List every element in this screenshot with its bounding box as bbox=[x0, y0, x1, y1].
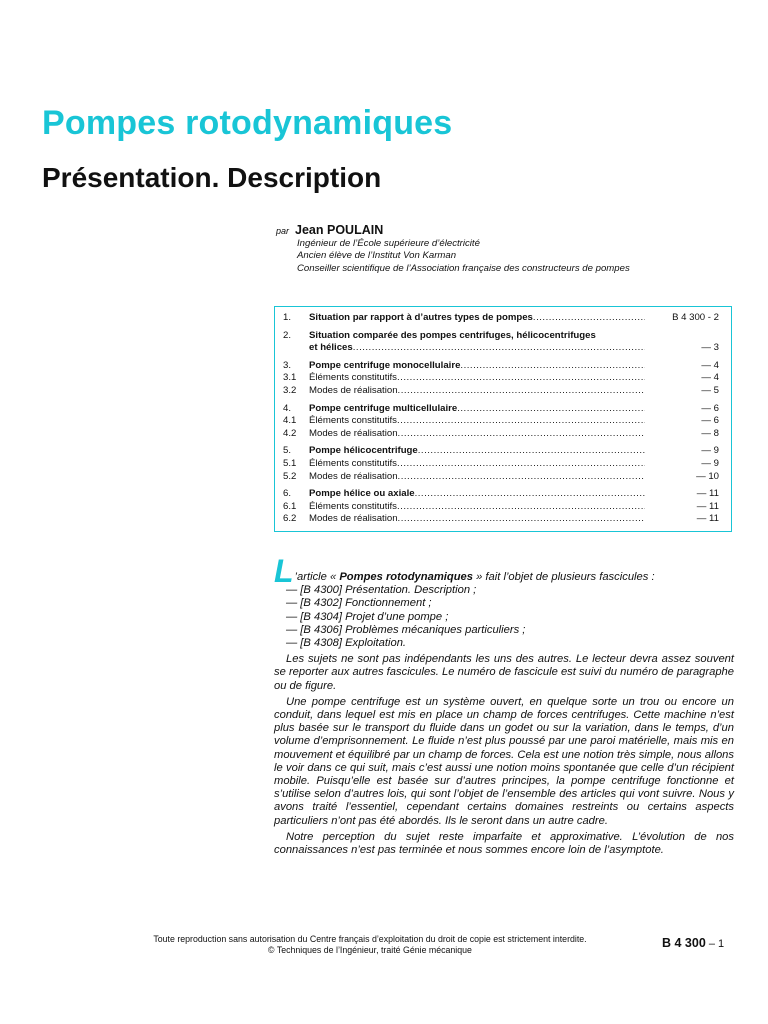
intro-lead bbox=[274, 553, 734, 589]
toc-number: 5. bbox=[283, 445, 292, 457]
toc-label: Modes de réalisation ..... bbox=[309, 471, 645, 484]
fascicule-item: — [B 4300] Présentation. Description ; bbox=[286, 584, 477, 597]
author-block bbox=[276, 223, 736, 275]
toc-page-ref: — 4 bbox=[701, 372, 719, 384]
toc-group bbox=[283, 360, 719, 398]
toc-entry[interactable] bbox=[283, 471, 719, 484]
toc-number: 6. bbox=[283, 488, 292, 500]
intro-lead-text: ’article « bbox=[294, 571, 340, 583]
toc-entry[interactable] bbox=[283, 488, 719, 501]
body-paragraph: Notre perception du sujet reste imparfaite et approximative. L’évolution de nos connaissances n’est pas terminée et nous sommes encore loin de l’asymptote. bbox=[274, 830, 734, 857]
toc-number: 3.2 bbox=[283, 384, 297, 396]
toc-label: Pompe hélice ou axiale ..... bbox=[309, 488, 645, 501]
toc-entry[interactable] bbox=[283, 458, 719, 471]
toc-group bbox=[283, 445, 719, 483]
fascicule-list bbox=[274, 584, 734, 650]
body-paragraph: Une pompe centrifuge est un système ouvert, en quelque sorte un trou ou encore un conduit, dans lequel est mis en place un champ de forces centrifuges. Cette machine n’est plus basée sur le transport du fluide dans un godet ou sur la variation, dans le temps, d’un volume d’emprisonnement. Le fluide n’est plus poussé par une paroi matérielle, mais mis en mouvement et équilibré par un champ de forces. Cela est une notion très simple, nous allons le voir dans ce qui suit, mais c’est aussi une notion moins spontanée que celle d’un récipient mobile. Puisqu’elle est basée sur d’autres principes, la pompe centrifuge fonctionne et s’utilise selon d’autres lois, qui sont l’objet de l’ensemble des articles qui vont suivre. Nous y avons traité l’essentiel, cependant certains domaines restreints ou certains aspects particuliers n’ont pas été abordés. Ils le seront dans un autre cadre. bbox=[274, 695, 734, 827]
folio-reference: B 4 300 bbox=[662, 936, 706, 950]
toc-page-ref: — 11 bbox=[696, 488, 719, 500]
toc-label: Situation comparée des pompes centrifuges, hélicocentrifuges bbox=[309, 329, 596, 341]
toc-entry[interactable] bbox=[283, 360, 719, 373]
toc-page-ref: — 11 bbox=[696, 500, 719, 512]
author-credential: Ancien élève de l’Institut Von Karman bbox=[297, 250, 457, 262]
fascicule-item: — [B 4302] Fonctionnement ; bbox=[286, 597, 432, 610]
introduction bbox=[274, 553, 734, 857]
toc-entry[interactable] bbox=[283, 501, 719, 514]
toc-number: 2. bbox=[283, 329, 292, 341]
document-title: Pompes rotodynamiques bbox=[42, 104, 453, 142]
copyright-notice: Toute reproduction sans autorisation du Centre français d’exploitation du droit de copie est strictement interdite. bbox=[153, 934, 587, 944]
document-subtitle: Présentation. Description bbox=[42, 162, 382, 193]
toc-group bbox=[283, 488, 719, 526]
body-paragraph: Les sujets ne sont pas indépendants les uns des autres. Le lecteur devra assez souvent se reporter aux autres fascicules. Le numéro de fascicule est suivi du numéro de paragraphe ou de figure. bbox=[274, 653, 734, 692]
toc-entry[interactable] bbox=[283, 385, 719, 398]
copyright-source: © Techniques de l’Ingénieur, traité Génie mécanique bbox=[268, 944, 472, 955]
table-of-contents bbox=[274, 306, 732, 532]
toc-label: Éléments constitutifs ..... bbox=[309, 501, 645, 514]
toc-page-ref: — 8 bbox=[701, 427, 719, 439]
toc-number: 4.1 bbox=[283, 415, 297, 427]
toc-page-ref: — 9 bbox=[701, 445, 719, 457]
fascicule-item: — [B 4306] Problèmes mécaniques particuliers ; bbox=[286, 623, 526, 636]
intro-lead-text: » fait l’objet de plusieurs fascicules : bbox=[472, 571, 655, 583]
toc-number: 6.2 bbox=[283, 513, 297, 525]
toc-entry[interactable] bbox=[283, 445, 719, 458]
page-folio bbox=[662, 936, 724, 950]
author-credential: Ingénieur de l’École supérieure d’électricité bbox=[297, 238, 480, 249]
toc-number: 6.1 bbox=[283, 500, 297, 512]
toc-number: 4.2 bbox=[283, 427, 297, 439]
toc-number: 1. bbox=[283, 312, 292, 323]
toc-entry[interactable] bbox=[283, 330, 719, 343]
toc-entry[interactable] bbox=[283, 428, 719, 441]
toc-label: Modes de réalisation ..... bbox=[309, 428, 645, 441]
fascicule-item: — [B 4304] Projet d’une pompe ; bbox=[286, 610, 449, 623]
footer-legal-notice bbox=[120, 934, 620, 955]
toc-label: Modes de réalisation ..... bbox=[309, 385, 645, 398]
author-line bbox=[276, 223, 736, 238]
toc-page-ref: — 6 bbox=[701, 415, 719, 427]
toc-page-ref: — 9 bbox=[701, 457, 719, 469]
toc-label: Situation par rapport à d’autres types de pompes ..... bbox=[309, 312, 645, 325]
toc-number: 3. bbox=[283, 359, 292, 371]
toc-entry-continued[interactable] bbox=[283, 342, 719, 355]
toc-entry[interactable] bbox=[283, 513, 719, 526]
toc-number: 3.1 bbox=[283, 372, 297, 384]
toc-page-ref: — 11 bbox=[696, 513, 719, 525]
toc-page-ref: — 6 bbox=[701, 402, 719, 414]
drop-cap: L bbox=[274, 553, 294, 589]
toc-label: Pompe centrifuge multicellulaire ..... bbox=[309, 403, 645, 416]
intro-lead-bold: Pompes rotodynamiques bbox=[339, 571, 473, 583]
toc-label: et hélices ..... bbox=[309, 342, 645, 355]
author-credential: Conseiller scientifique de l’Association française des constructeurs de pompes bbox=[297, 262, 630, 274]
toc-number: 5.1 bbox=[283, 457, 297, 469]
toc-page-ref: — 5 bbox=[701, 384, 719, 396]
author-name: Jean POULAIN bbox=[295, 223, 384, 237]
toc-page-ref: B 4 300 - 2 bbox=[672, 312, 719, 323]
toc-number: 4. bbox=[283, 402, 292, 414]
toc-entry[interactable] bbox=[283, 403, 719, 416]
toc-group bbox=[283, 403, 719, 441]
toc-page-ref: — 4 bbox=[701, 359, 719, 371]
toc-label: Pompe hélicocentrifuge ..... bbox=[309, 445, 645, 458]
fascicule-item: — [B 4308] Exploitation. bbox=[286, 637, 407, 650]
toc-group bbox=[283, 312, 719, 325]
toc-label: Éléments constitutifs ..... bbox=[309, 458, 645, 471]
author-prefix: par bbox=[276, 226, 290, 236]
toc-page-ref: — 3 bbox=[701, 342, 719, 354]
toc-entry[interactable] bbox=[283, 312, 719, 325]
toc-label: Pompe centrifuge monocellulaire ..... bbox=[309, 360, 645, 373]
toc-entry[interactable] bbox=[283, 415, 719, 428]
toc-page-ref: — 10 bbox=[696, 470, 719, 482]
toc-label: Modes de réalisation ..... bbox=[309, 513, 645, 526]
toc-number: 5.2 bbox=[283, 470, 297, 482]
toc-label: Éléments constitutifs ..... bbox=[309, 372, 645, 385]
folio-page-number: – 1 bbox=[705, 938, 725, 950]
toc-group bbox=[283, 330, 719, 355]
toc-label: Éléments constitutifs ..... bbox=[309, 415, 645, 428]
toc-entry[interactable] bbox=[283, 372, 719, 385]
